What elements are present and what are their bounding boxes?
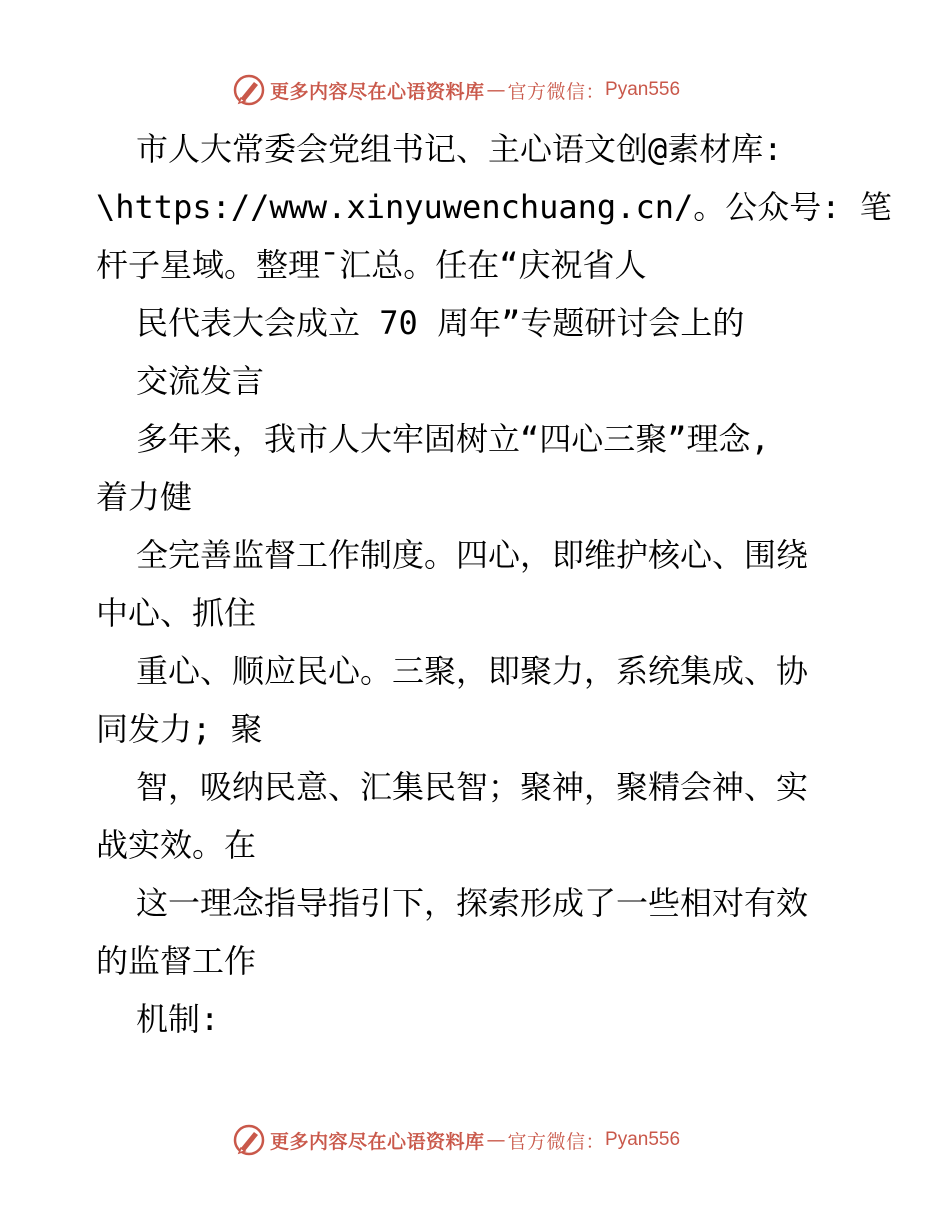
text-line: 多年来，我市人大牢固树立“四心三聚”理念, (136, 420, 770, 458)
banner-title: 更多内容尽在心语资料库 (270, 1130, 485, 1153)
banner-wechat-label: 官方微信： (507, 1130, 606, 1153)
banner-wechat-id: Pyan556 (605, 79, 681, 100)
text-line: 同发力; 聚 (96, 710, 263, 748)
text-line: 的监督工作 (96, 942, 257, 980)
text-line: 民代表大会成立 70 周年”专题研讨会上的 (136, 304, 745, 342)
text-line: \https://www.xinyuwenchuang.cn/。公众号: 笔 (96, 188, 892, 226)
banner-dash: — (486, 79, 506, 101)
text-line: 战实效。在 (96, 826, 257, 864)
text-line: 机制: (136, 1000, 220, 1038)
body-text (96, 120, 892, 1048)
footer-banner (232, 1120, 680, 1160)
text-line: 这一理念指导指引下，探索形成了一些相对有效 (136, 884, 809, 922)
text-line: 全完善监督工作制度。四心，即维护核心、围绕 (136, 536, 809, 574)
text-line: 市人大常委会党组书记、主心语文创@素材库: (136, 130, 783, 168)
text-line: 着力健 (96, 478, 193, 516)
text-line: 交流发言 (136, 362, 265, 400)
text-line: 杆子星域。整理¯汇总。任在“庆祝省人 (96, 246, 647, 284)
banner-wechat-id: Pyan556 (605, 1129, 681, 1150)
banner-wechat-label: 官方微信： (507, 80, 606, 103)
text-line: 重心、顺应民心。三聚，即聚力，系统集成、协 (136, 652, 809, 690)
banner-title: 更多内容尽在心语资料库 (270, 80, 485, 103)
pen-logo-icon (232, 73, 266, 107)
banner-dash: — (486, 1129, 506, 1151)
pen-logo-icon (232, 1123, 266, 1157)
header-banner (232, 70, 680, 110)
text-line: 智，吸纳民意、汇集民智；聚神，聚精会神、实 (136, 768, 809, 806)
text-line: 中心、抓住 (96, 594, 257, 632)
